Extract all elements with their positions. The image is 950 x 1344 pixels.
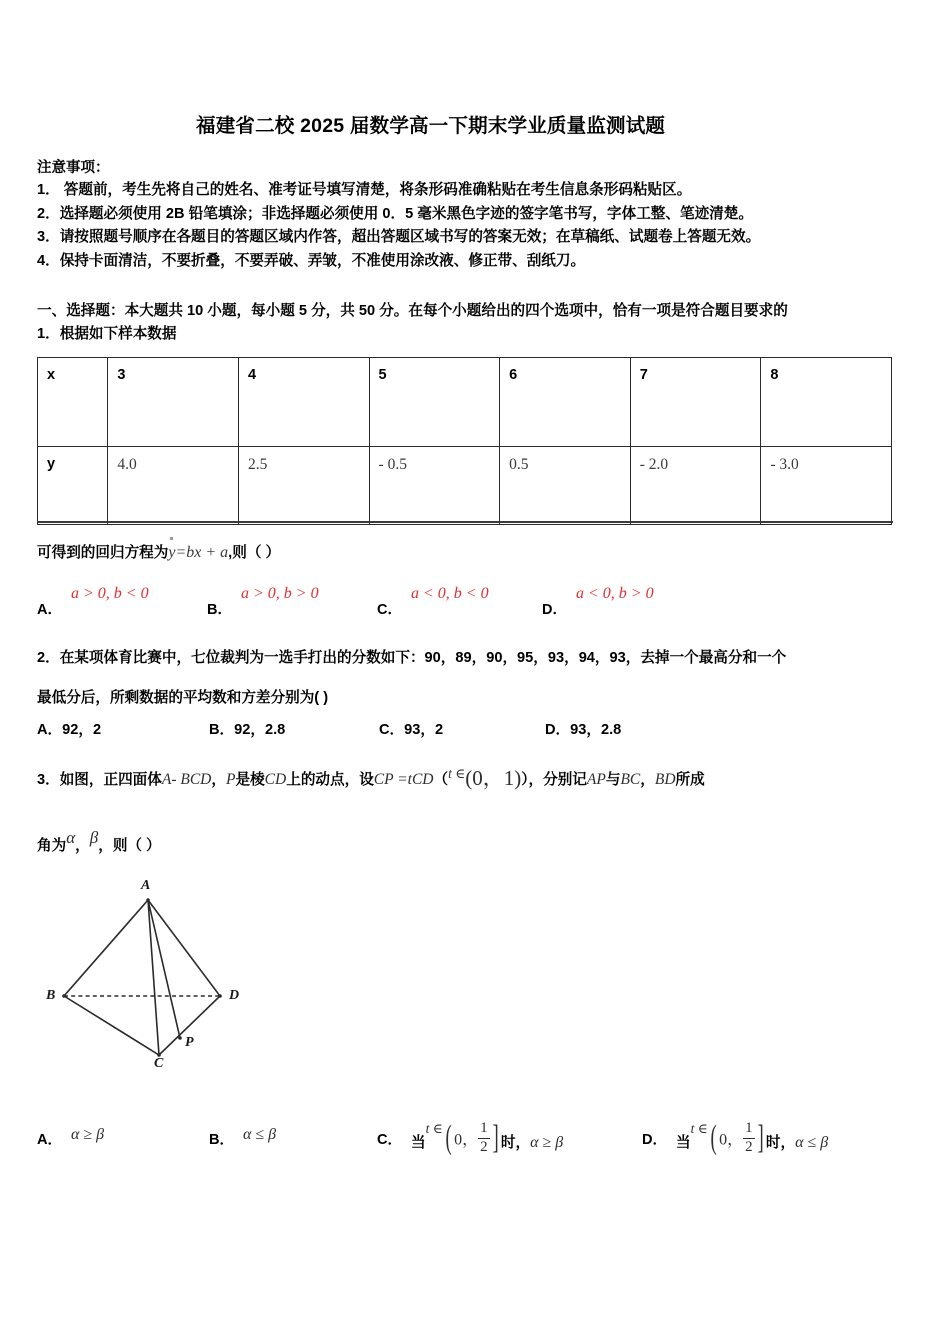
q3-option-a-text: α ≥ β	[71, 1126, 105, 1143]
q2-option-c-letter: C．	[379, 722, 405, 738]
edge-ab-bc-ca	[64, 900, 159, 1055]
q3-t5: （	[433, 772, 449, 788]
notice-heading: 注意事项：	[37, 160, 110, 176]
table-cell-y-0: 4.0	[108, 447, 239, 525]
table-row-y	[38, 447, 892, 525]
question-2-options	[37, 718, 917, 742]
q3-option-d-mid: 时，	[765, 1134, 796, 1151]
table-bottom-rule	[37, 521, 893, 523]
q3c-var: t ∈	[425, 1121, 443, 1136]
question-3-stem-line-1	[37, 762, 705, 792]
q3-option-b-text: α ≤ β	[243, 1126, 277, 1143]
q3c-right-bracket: ]	[492, 1119, 499, 1157]
q3c-fraction	[478, 1121, 490, 1155]
question-2-stem-line-2: 最低分后，所剩数据的平均数和方差分别为( )	[37, 690, 329, 706]
q3-option-d-letter: D．	[642, 1132, 668, 1148]
q3-option-b-letter: B．	[209, 1132, 235, 1148]
question-1-stem-text: 根据如下样本数据	[59, 326, 177, 342]
q3-m8: BD	[654, 771, 676, 788]
tetrahedron-diagram	[40, 878, 290, 1083]
q3-m3: CD	[264, 771, 287, 788]
table-cell-x-3: 6	[500, 358, 631, 447]
q3-m6: AP	[586, 771, 606, 788]
option-c-text: a < 0, b < 0	[411, 585, 489, 602]
q3-option-d-prefix: 当	[676, 1134, 691, 1151]
q3-option-d-tail: α ≤ β	[795, 1133, 829, 1151]
q3c-numerator: 1	[480, 1120, 488, 1137]
table-cell-y-3: 0.5	[500, 447, 631, 525]
q3-m4: CP =tCD	[373, 771, 434, 788]
q2-option-b-letter: B．	[209, 722, 235, 738]
table-cell-x-0: 3	[108, 358, 239, 447]
question-1-options	[37, 585, 917, 619]
regression-prefix: 可得到的回归方程为	[37, 545, 169, 561]
q3l2-t1: 角为	[37, 838, 67, 854]
option-a-text: a > 0, b < 0	[71, 585, 149, 602]
q2-option-b-text: 92，2.8	[234, 722, 286, 738]
question-2-option-d[interactable]	[545, 718, 621, 739]
q2-option-c-text: 93，2	[404, 722, 444, 738]
q3-option-c-tail: α ≥ β	[530, 1133, 564, 1151]
q3d-var: t ∈	[690, 1121, 708, 1136]
option-d-letter: D．	[542, 602, 567, 618]
point-p-dot	[178, 1036, 182, 1040]
vertex-a-dot	[146, 898, 150, 902]
sample-data-table	[37, 357, 892, 525]
question-3-stem-line-2	[37, 828, 161, 855]
q3l2-t2: ，	[75, 838, 90, 854]
question-2-option-a[interactable]	[37, 718, 101, 739]
q3-m5: t ∈	[448, 766, 466, 781]
q3-t7: 与	[605, 772, 621, 788]
table-cell-x-label: x	[38, 358, 108, 447]
q3-m7: BC	[620, 771, 641, 788]
q3d-lower: 0，	[719, 1131, 744, 1149]
table-cell-y-label: y	[38, 447, 108, 525]
figure-label-p: P	[185, 1035, 194, 1050]
q3-option-d-interval	[691, 1121, 766, 1155]
q2-option-a-letter: A．	[37, 722, 63, 738]
q3-alpha: α	[66, 828, 76, 847]
notice-item-2: 2．选择题必须使用 2B 铅笔填涂；非选择题必须使用 0．5 毫米黑色字迹的签字笔书写，字体工整、笔迹清楚。	[37, 205, 753, 222]
vertex-d-dot	[218, 994, 222, 998]
option-a-letter: A．	[37, 602, 62, 618]
table-cell-x-4: 7	[630, 358, 761, 447]
q3-beta: β	[89, 828, 99, 847]
figure-label-c: C	[154, 1056, 164, 1071]
q3-t2: ，	[211, 772, 226, 788]
regression-formula: =bx + a	[175, 544, 229, 561]
question-2-option-c[interactable]	[379, 718, 443, 739]
table-cell-x-2: 5	[369, 358, 500, 447]
vertex-b-dot	[62, 994, 66, 998]
q3d-fraction	[743, 1121, 755, 1155]
q3-m5b: (0，1)	[465, 766, 522, 790]
q3-option-a-letter: A．	[37, 1132, 63, 1148]
q3-t1: 3．如图，正四面体	[37, 772, 162, 788]
q3-t9: 所成	[675, 772, 705, 788]
q3c-lower: 0，	[454, 1131, 479, 1149]
option-d-text: a < 0, b > 0	[576, 585, 654, 602]
q3-option-c-mid: 时，	[500, 1134, 531, 1151]
notice-item-1: 1． 答题前，考生先将自己的姓名、准考证号填写清楚，将条形码准确粘贴在考生信息条形码粘贴区。	[37, 182, 692, 198]
page-title: 福建省二校 2025 届数学高一下期末学业质量监测试题	[196, 115, 666, 137]
notice-block	[37, 158, 917, 273]
regression-suffix: ,则（ ）	[228, 545, 281, 561]
option-b-letter: B．	[207, 602, 232, 618]
question-1-stem	[37, 323, 176, 346]
q3-t4: 上的动点，设	[286, 772, 374, 788]
q3-option-c-body	[411, 1119, 564, 1160]
q3d-right-bracket: ]	[757, 1119, 764, 1157]
q3-m1: A‑ BCD	[161, 771, 212, 788]
q3c-left-bracket: (	[445, 1119, 452, 1157]
notice-item-3: 3．请按照题号顺序在各题目的答题区域内作答，超出答题区域书写的答案无效；在草稿纸、试题卷上答题无效。	[37, 229, 761, 245]
q3-t6: ），分别记	[521, 772, 587, 788]
question-1-regression-line	[37, 541, 280, 562]
q3d-left-bracket: (	[710, 1119, 717, 1157]
q3-option-c-letter: C．	[377, 1132, 403, 1148]
table-cell-y-5: - 3.0	[761, 447, 892, 525]
q3d-numerator: 1	[745, 1120, 753, 1137]
q3-option-c-prefix: 当	[411, 1134, 426, 1151]
q3d-denominator: 2	[745, 1138, 753, 1155]
q3-option-c-interval	[426, 1121, 501, 1155]
q2-option-d-letter: D．	[545, 722, 571, 738]
table-cell-y-1: 2.5	[238, 447, 369, 525]
table-cell-y-4: - 2.0	[630, 447, 761, 525]
q2-option-a-text: 92，2	[62, 722, 102, 738]
option-c-letter: C．	[377, 602, 402, 618]
q3-t8: ，	[640, 772, 655, 788]
q3-option-a-body	[71, 1126, 104, 1144]
q3-t3: 是棱	[235, 772, 265, 788]
q3-option-d-body	[676, 1119, 829, 1160]
q3l2-t3: ，则（ ）	[98, 838, 161, 854]
figure-label-b: B	[46, 988, 56, 1003]
notice-item-4: 4．保持卡面清洁，不要折叠，不要弄破、弄皱，不准使用涂改液、修正带、刮纸刀。	[37, 252, 586, 269]
q3-m2: P	[226, 771, 236, 788]
question-2-stem-line-1: 2．在某项体育比赛中，七位裁判为一选手打出的分数如下：90，89，90，95，93，94，93，去掉一个最高分和一个	[37, 650, 787, 666]
option-b-text: a > 0, b > 0	[241, 585, 319, 602]
q3c-denominator: 2	[480, 1138, 488, 1155]
table-cell-y-2: - 0.5	[369, 447, 500, 525]
question-1-number: 1．	[37, 326, 60, 342]
table-cell-x-1: 4	[238, 358, 369, 447]
table-cell-x-5: 8	[761, 358, 892, 447]
question-2-option-b[interactable]	[209, 718, 285, 739]
table-row-x	[38, 358, 892, 447]
question-3-options	[37, 1108, 927, 1164]
tetrahedron-figure	[40, 878, 290, 1083]
q2-option-d-text: 93，2.8	[570, 722, 622, 738]
edge-ad-dc	[148, 900, 220, 1055]
figure-label-a: A	[141, 878, 151, 893]
section-heading: 一、选择题：本大题共 10 小题，每小题 5 分，共 50 分。在每个小题给出的四个选项中，恰有一项是符合题目要求的	[37, 303, 788, 319]
figure-label-d: D	[229, 988, 240, 1003]
regression-y-symbol: y	[168, 544, 176, 561]
q3-option-b-body	[243, 1126, 276, 1144]
